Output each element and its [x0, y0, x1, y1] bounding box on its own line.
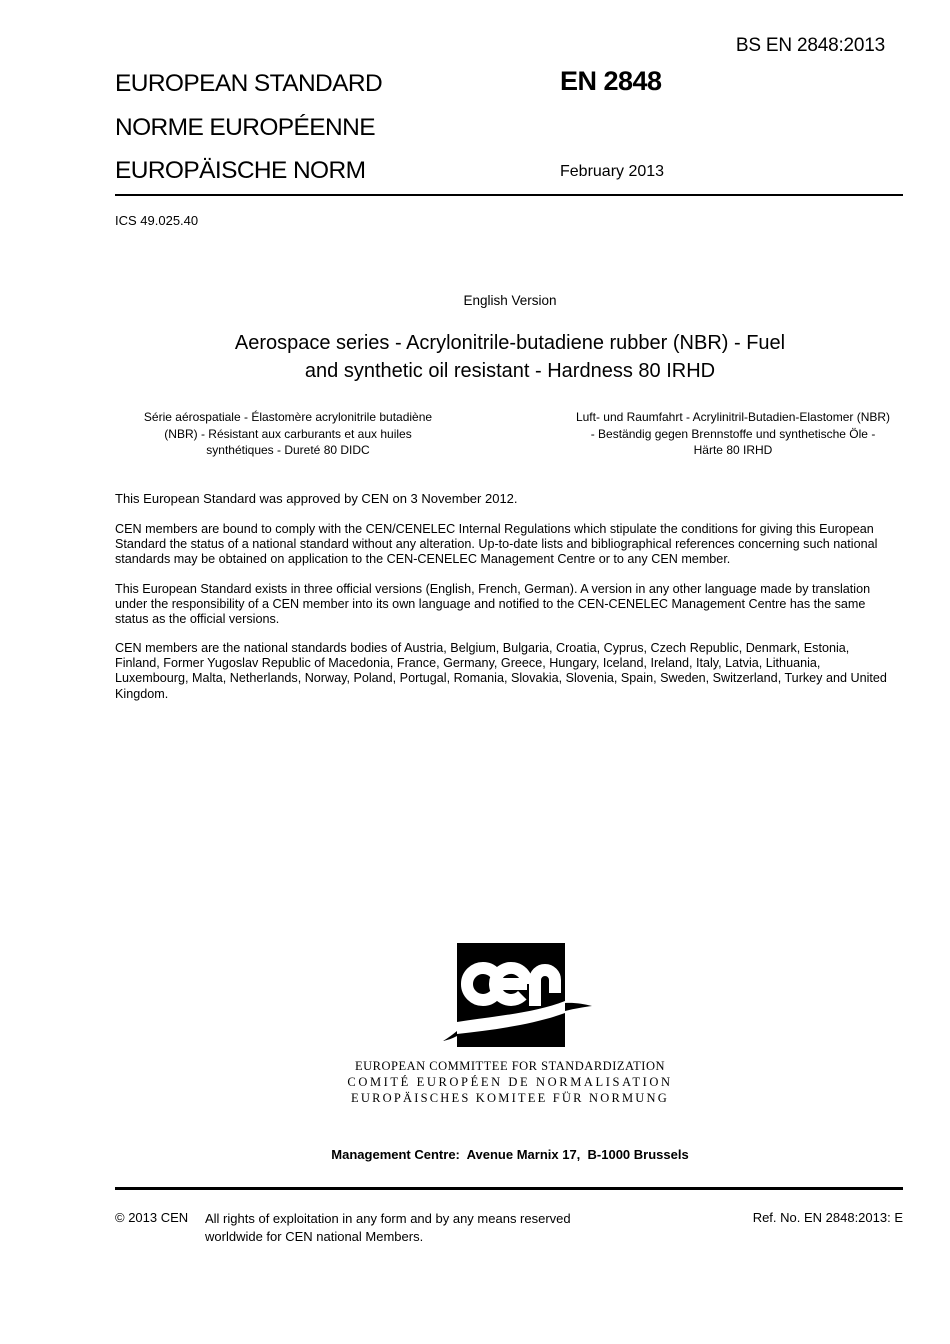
header-divider-rule	[115, 194, 903, 196]
cen-logo-swoosh-left-tail	[443, 1031, 457, 1041]
title-french: Série aérospatiale - Élastomère acrylonitrile butadiène (NBR) - Résistant aux carburants et aux huiles synthétiques - Dureté 80 DIDC	[143, 410, 433, 457]
committee-name-de: EUROPÄISCHES KOMITEE FÜR NORMUNG	[351, 1091, 669, 1105]
committee-names	[115, 1058, 905, 1106]
footer-divider-rule	[115, 1187, 903, 1190]
rights-statement: All rights of exploitation in any form and by any means reserved worldwide for CEN national Members.	[205, 1211, 571, 1244]
committee-name-fr: COMITÉ EUROPÉEN DE NORMALISATION	[347, 1075, 673, 1089]
paragraph-members: CEN members are the national standards bodies of Austria, Belgium, Bulgaria, Croatia, Cyprus, Czech Republic, Denmark, Estonia, Finland, Former Yugoslav Republic of Macedonia, France, Germany, Greece, Hungary, Iceland, Ireland, Italy, Latvia, Lithuania, Luxembourg, Malta, Netherlands, Norway, Poland, Portugal, Romania, Slovakia, Slovenia, Spain, Sweden, Switzerland, Turkey and United Kingdom.	[115, 641, 887, 701]
ics-code: ICS 49.025.40	[115, 213, 199, 228]
committee-name-en: EUROPEAN COMMITTEE FOR STANDARDIZATION	[354, 1059, 665, 1073]
paragraph-versions: This European Standard exists in three official versions (English, French, German). A version in any other language made by translation under the responsibility of a CEN member into its own language and notified to the CEN-CENELEC Management Centre has the same status as the official versions.	[115, 582, 871, 627]
approval-statement: This European Standard was approved by CEN on 3 November 2012.	[115, 491, 518, 506]
version-label: English Version	[463, 293, 557, 308]
standard-number: EN 2848	[560, 66, 662, 96]
title-german: Luft- und Raumfahrt - Acrylinitril-Butadien-Elastomer (NBR) - Beständig gegen Brennstoffe und synthetische Öle - Härte 80 IRHD	[575, 410, 891, 457]
cen-logo-swoosh-right-tip	[565, 1003, 592, 1011]
cen-logo	[440, 935, 600, 1055]
publication-date: February 2013	[560, 163, 665, 180]
standard-trilingual-heading: EUROPEAN STANDARD NORME EUROPÉENNE EUROPÄISCHE NORM	[115, 70, 383, 184]
reference-number: Ref. No. EN 2848:2013: E	[752, 1210, 903, 1225]
paragraph-regulations: CEN members are bound to comply with the CEN/CENELEC Internal Regulations which stipulate the conditions for giving this European Standard the status of a national standard without any alteration. Up-to-date lists and bibliographical references concerning such national standards may be obtained on application to the CEN-CENELEC Management Centre or to any CEN member.	[115, 522, 878, 567]
copyright-notice: © 2013 CEN	[115, 1210, 189, 1225]
title-english: Aerospace series - Acrylonitrile-butadiene rubber (NBR) - Fuel and synthetic oil resistant - Hardness 80 IRHD	[234, 332, 786, 382]
bs-reference: BS EN 2848:2013	[735, 35, 885, 56]
management-centre-address: Management Centre: Avenue Marnix 17, B-1000 Brussels	[331, 1147, 689, 1162]
